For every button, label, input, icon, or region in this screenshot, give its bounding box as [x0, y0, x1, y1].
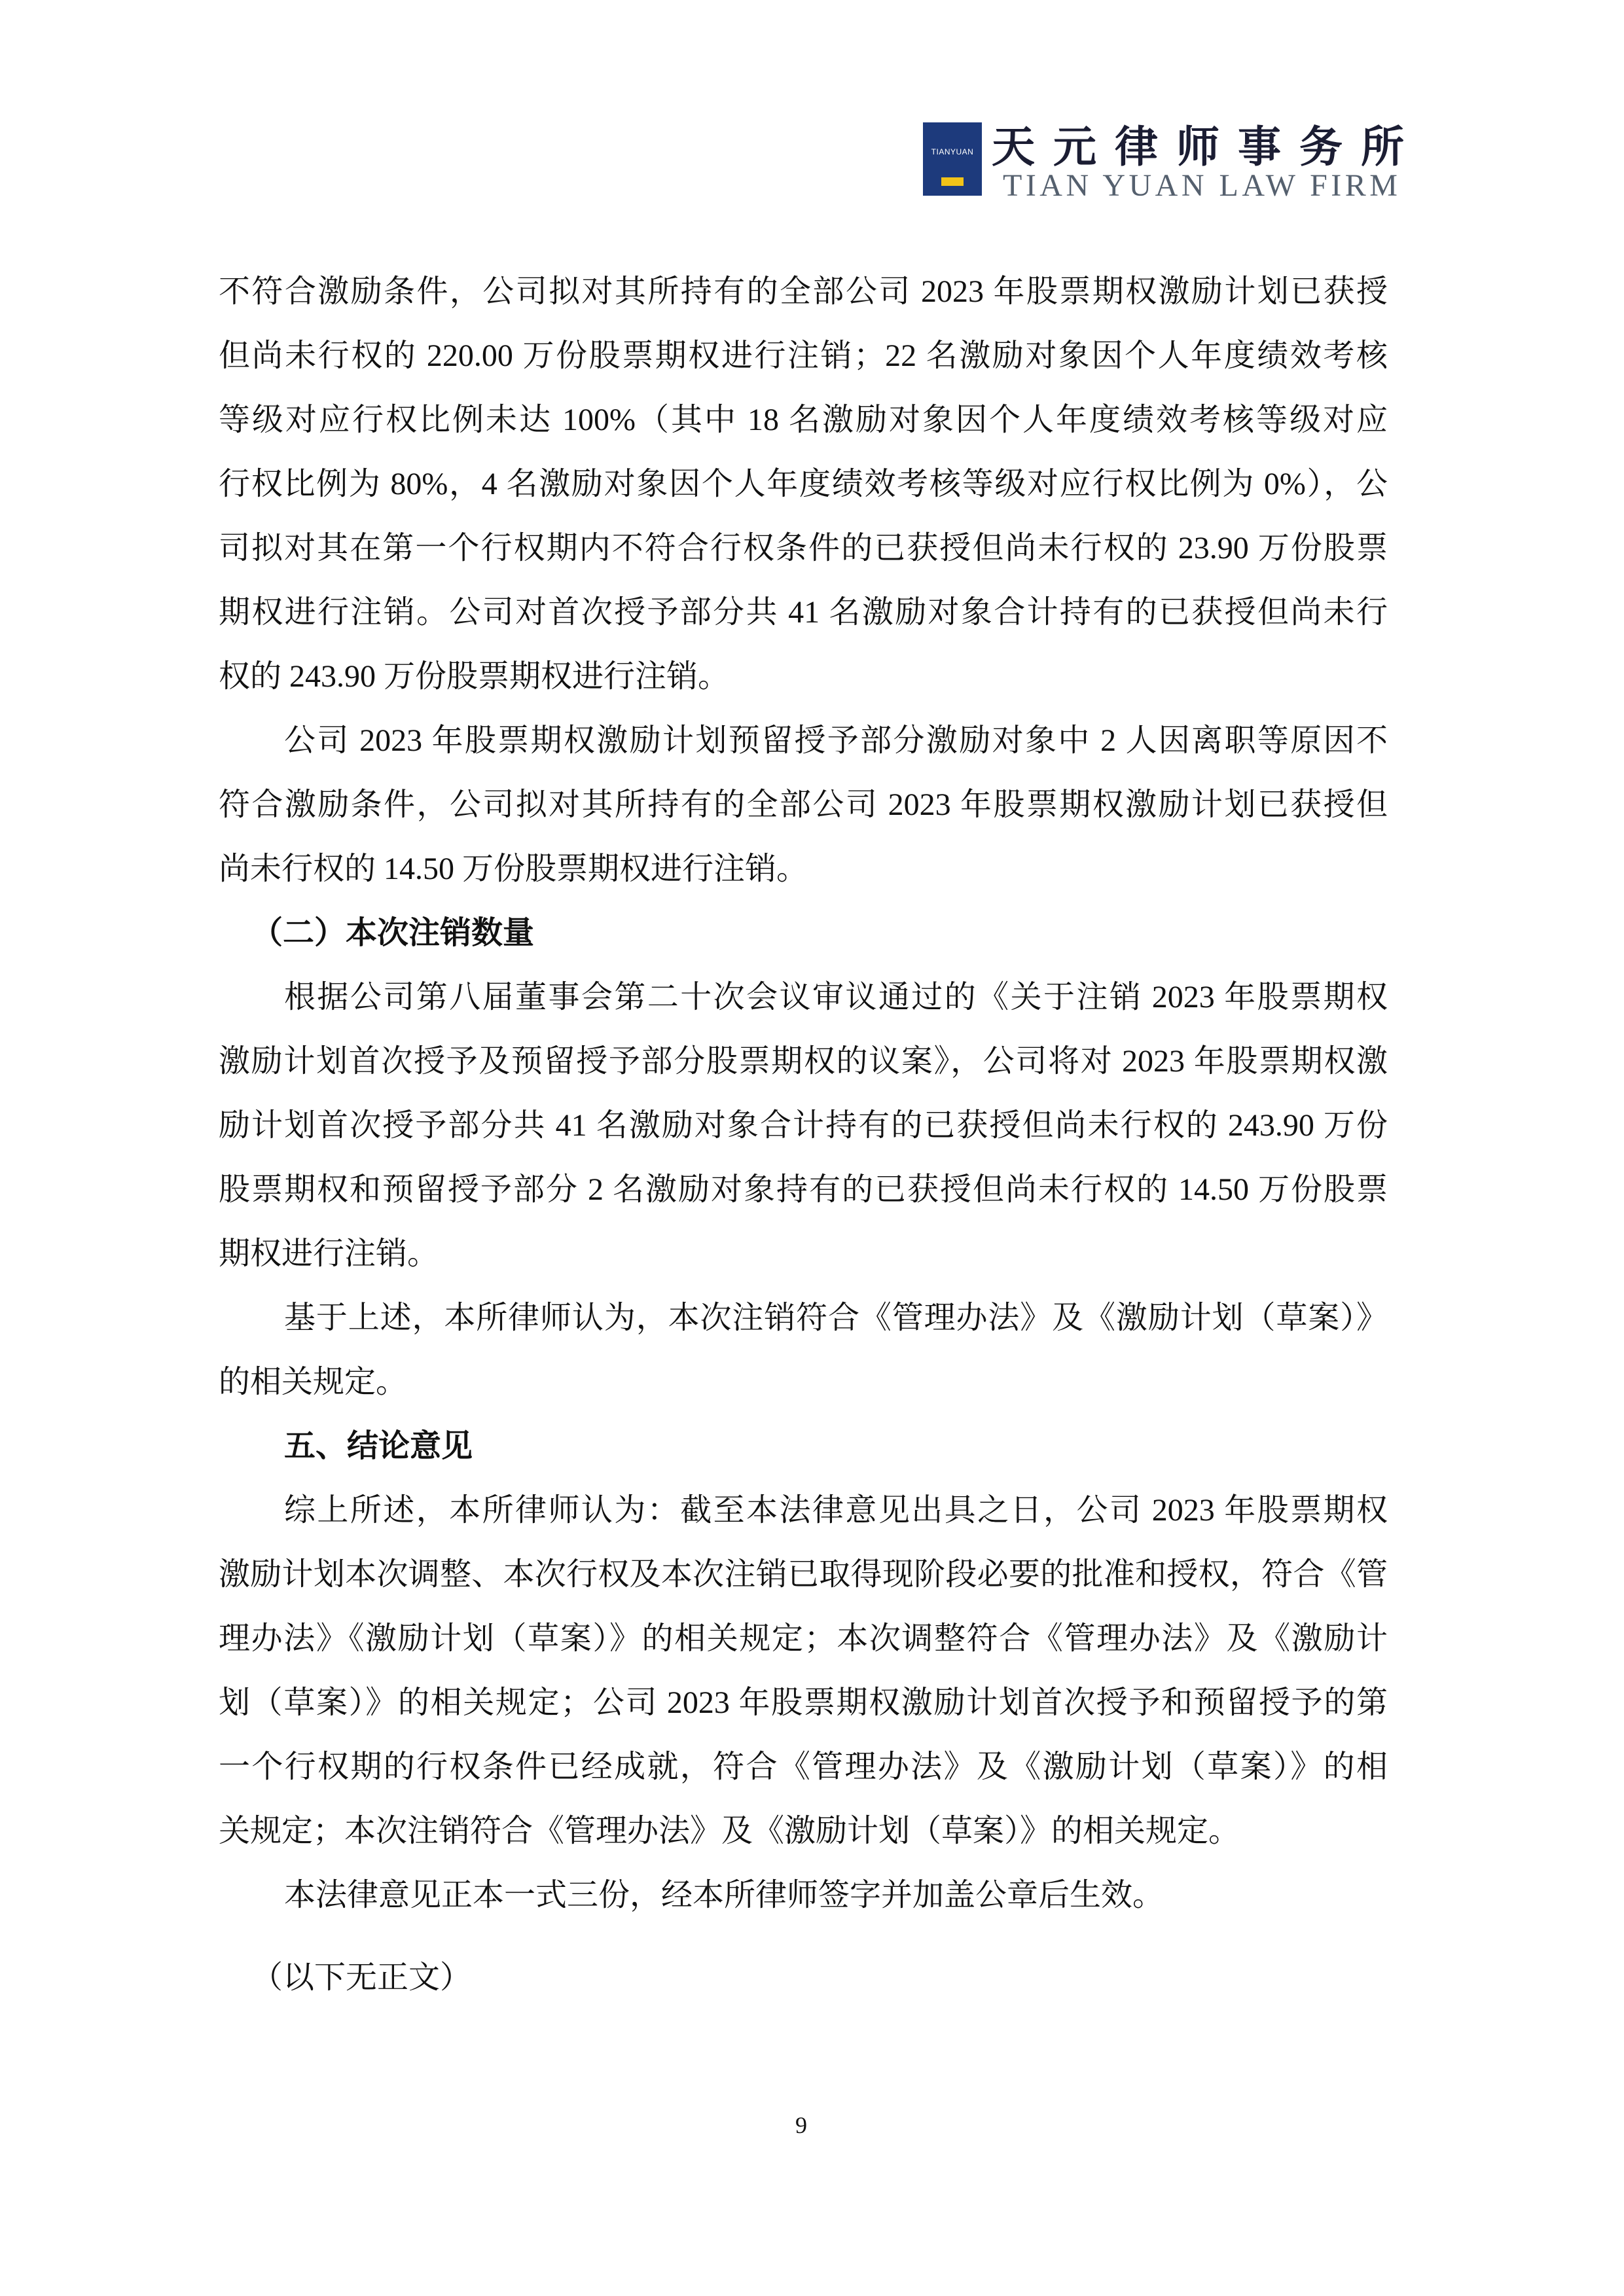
body-line: 本法律意见正本一式三份，经本所律师签字并加盖公章后生效。 — [284, 1878, 1164, 1912]
body-line: 尚未行权的 14.50 万份股票期权进行注销。 — [219, 852, 808, 886]
body-line: 激励计划首次授予及预留授予部分股票期权的议案》，公司将对 2023 年股票期权激 — [219, 1044, 1388, 1079]
paragraph-2 — [219, 709, 1388, 901]
body-line: 权的 243.90 万份股票期权进行注销。 — [219, 659, 730, 694]
body-line: 符合激励条件，公司拟对其所持有的全部公司 2023 年股票期权激励计划已获授但 — [219, 787, 1388, 822]
logo-mark-text: TIANYUAN — [931, 147, 974, 156]
body-line: 关规定；本次注销符合《管理办法》及《激励计划（草案）》的相关规定。 — [219, 1814, 1240, 1848]
page-number: 9 — [795, 2112, 807, 2138]
body-line: 励计划首次授予部分共 41 名激励对象合计持有的已获授但尚未行权的 243.90 万份 — [219, 1108, 1388, 1143]
firm-logo-mark — [923, 122, 982, 196]
body-line: 一个行权期的行权条件已经成就，符合《管理办法》及《激励计划（草案）》的相 — [219, 1749, 1388, 1784]
paragraph-4 — [219, 1286, 1388, 1414]
body-line: 司拟对其在第一个行权期内不符合行权条件的已获授但尚未行权的 23.90 万份股票 — [219, 531, 1388, 565]
body-line: 基于上述，本所律师认为，本次注销符合《管理办法》及《激励计划（草案）》 — [284, 1300, 1388, 1335]
body-line: 公司 2023 年股票期权激励计划预留授予部分激励对象中 2 人因离职等原因不 — [284, 723, 1388, 758]
body-line: 等级对应行权比例未达 100%（其中 18 名激励对象因个人年度绩效考核等级对应 — [219, 403, 1388, 437]
firm-name-chinese: 天元律师事务所 — [992, 124, 1422, 171]
body-line: 期权进行注销。 — [219, 1236, 439, 1271]
paragraph-1 — [219, 260, 1388, 709]
logo-gold-bar — [941, 177, 964, 186]
body-line: 综上所述，本所律师认为：截至本法律意见出具之日，公司 2023 年股票期权 — [284, 1493, 1388, 1528]
body-line: 股票期权和预留授予部分 2 名激励对象持有的已获授但尚未行权的 14.50 万份股票 — [219, 1172, 1388, 1207]
body-line: 但尚未行权的 220.00 万份股票期权进行注销；22 名激励对象因个人年度绩效考核 — [219, 338, 1388, 373]
body-line: 期权进行注销。公司对首次授予部分共 41 名激励对象合计持有的已获授但尚未行 — [219, 595, 1388, 630]
document-body — [219, 260, 1388, 1928]
paragraph-6 — [219, 1863, 1388, 1928]
end-of-text-note: （以下无正文） — [251, 1960, 472, 1995]
body-line: 的相关规定。 — [219, 1365, 408, 1399]
section-heading: 五、结论意见 — [284, 1429, 473, 1463]
body-line: 理办法》《激励计划（草案）》的相关规定；本次调整符合《管理办法》及《激励计 — [219, 1621, 1388, 1656]
body-line: 划（草案）》的相关规定；公司 2023 年股票期权激励计划首次授予和预留授予的第 — [219, 1685, 1388, 1720]
body-line: 激励计划本次调整、本次行权及本次注销已取得现阶段必要的批准和授权，符合《管 — [219, 1557, 1388, 1592]
paragraph-3 — [219, 965, 1388, 1286]
paragraph-5 — [219, 1479, 1388, 1863]
body-line: 行权比例为 80%，4 名激励对象因个人年度绩效考核等级对应行权比例为 0%），公 — [219, 467, 1388, 501]
body-line: 根据公司第八届董事会第二十次会议审议通过的《关于注销 2023 年股票期权 — [284, 980, 1388, 1014]
firm-name-english: TIAN YUAN LAW FIRM — [1003, 170, 1401, 202]
body-line: 不符合激励条件，公司拟对其所持有的全部公司 2023 年股票期权激励计划已获授 — [219, 274, 1388, 309]
section-heading: （二）本次注销数量 — [251, 916, 535, 950]
